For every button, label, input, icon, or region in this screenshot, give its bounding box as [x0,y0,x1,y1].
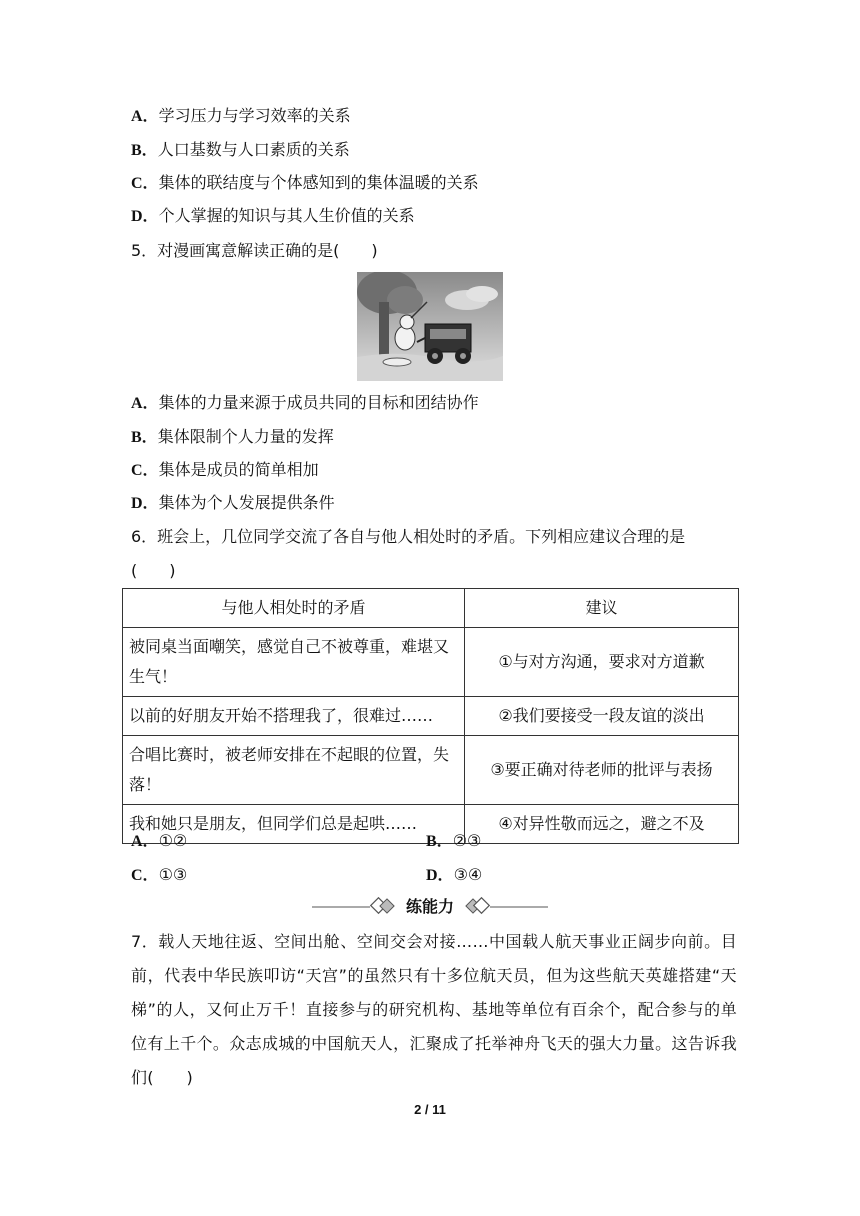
option-text: ③④ [453,865,483,884]
section-title: 练能力 [405,897,454,916]
option-text: 集体是成员的简单相加 [158,460,319,479]
option-letter: B． [426,833,453,850]
table-row [123,736,739,805]
q4-option-a [131,106,351,127]
option-letter: C． [131,175,159,192]
table-row [123,697,739,736]
table-cell: ③要正确对待老师的批评与表扬 [465,736,739,805]
option-letter: C． [131,867,159,884]
option-letter: B． [131,142,158,159]
option-letter: D． [131,208,159,225]
table-cell: 合唱比赛时，被老师安排在不起眼的位置，失落！ [123,736,465,805]
table-cell: ①与对方沟通，要求对方道歉 [465,628,739,697]
table-header: 与他人相处时的矛盾 [123,589,465,628]
q5-stem: 5．对漫画寓意解读正确的是( ) [131,241,378,260]
option-letter: C． [131,462,159,479]
q4-option-d [131,206,415,227]
option-letter: B． [131,429,158,446]
q5-option-a [131,393,479,414]
option-text: 集体的力量来源于成员共同的目标和团结协作 [158,393,479,412]
option-text: ①③ [158,865,188,884]
option-text: ①② [158,831,188,850]
q6-option-b [426,831,481,852]
q6-stem: 6．班会上，几位同学交流了各自与他人相处时的矛盾。下列相应建议合理的是 [131,527,686,546]
page-number: 2 / 11 [414,1102,446,1117]
option-text: 集体限制个人力量的发挥 [157,427,334,446]
q5-option-d [131,493,335,514]
q5-option-b [131,427,334,448]
option-text: 集体为个人发展提供条件 [158,493,335,512]
option-text: 学习压力与学习效率的关系 [158,106,351,125]
option-text: 人口基数与人口素质的关系 [157,140,350,159]
table-cell: ②我们要接受一段友谊的淡出 [465,697,739,736]
option-letter: D． [426,867,454,884]
q5-option-c [131,460,319,481]
q6-option-c [131,865,187,886]
option-text: ②③ [452,831,482,850]
q4-option-b [131,140,350,161]
table-cell: ④对异性敬而远之，避之不及 [465,805,739,844]
cartoon-image [357,272,503,381]
q7-text: 7．载人天地往返、空间出舱、空间交会对接……中国载人航天事业正阔步向前。目前，代表中华民族叩访“天宫”的虽然只有十多位航天员，但为这些航天英雄搭建“天梯”的人，又何止万千！直接参与的研究机构、基地等单位有百余个，配合参与的单位有上千个。众志成城的中国航天人，汇聚成了托举神舟飞天的强大力量。这告诉我们( ) [131,932,737,1087]
option-text: 集体的联结度与个体感知到的集体温暖的关系 [158,173,479,192]
section-banner [312,896,548,918]
option-text: 个人掌握的知识与其人生价值的关系 [158,206,415,225]
option-letter: A． [131,108,159,125]
table-cell: 我和她只是朋友，但同学们总是起哄…… [123,805,465,844]
option-letter: A． [131,833,159,850]
table-cell: 以前的好朋友开始不搭理我了，很难过…… [123,697,465,736]
q6-stem-answer-blank: ( ) [131,561,176,580]
conflict-table [122,588,739,844]
option-letter: A． [131,395,159,412]
option-letter: D． [131,495,159,512]
table-header: 建议 [465,589,739,628]
table-header-row [123,589,739,628]
table-row [123,628,739,697]
q6-option-d [426,865,482,886]
q4-option-c [131,173,479,194]
table-cell: 被同桌当面嘲笑，感觉自己不被尊重，难堪又生气！ [123,628,465,697]
q6-option-a [131,831,187,852]
